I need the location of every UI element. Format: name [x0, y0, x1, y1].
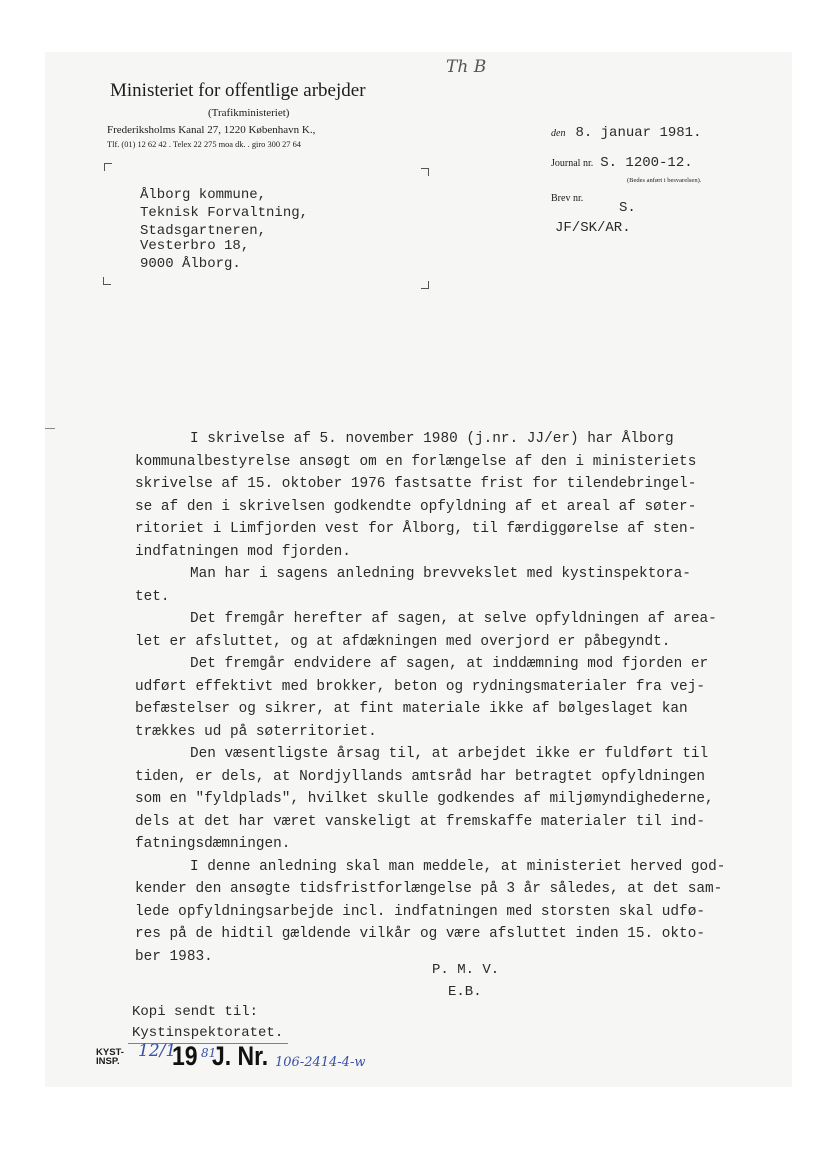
body-line: udført effektivt med brokker, beton og rydningsmaterialer fra vej-: [135, 678, 705, 695]
body-line: Man har i sagens anledning brevvekslet med kystinspektora-: [190, 566, 691, 582]
recipient-line: Vesterbro 18,: [140, 238, 250, 254]
recipient-line: 9000 Ålborg.: [140, 256, 241, 272]
ministry-name: Ministeriet for offentlige arbejder: [110, 80, 366, 101]
body-line: som en "fyldplads", hvilket skulle godkendes af miljømyndighederne,: [135, 791, 714, 807]
handwritten-initials: Th B: [446, 57, 487, 77]
body-line: Den væsentligste årsag til, at arbejdet ikke er fuldført til: [190, 746, 709, 762]
journal-value: S. 1200-12.: [600, 155, 693, 171]
date-value: 8. januar 1981.: [575, 125, 702, 141]
body-line: tet.: [135, 588, 170, 605]
body-line: se af den i skrivelsen godkendte opfyldning af et areal af søter-: [135, 498, 697, 515]
recipient-line: Ålborg kommune,: [140, 187, 267, 203]
recipient-line: Teknisk Forvaltning,: [140, 205, 309, 221]
copy-recipient: Kystinspektoratet.: [132, 1025, 284, 1041]
stamp-year-prefix: 19: [172, 1041, 198, 1071]
journal-note: (Bedes anført i besvarelsen).: [627, 177, 702, 184]
journal-label: Journal nr.: [551, 158, 594, 169]
body-line: kender den ansøgte tidsfristforlængelse på 3 år således, at det sam-: [135, 881, 723, 897]
stamp-jnr-label: J. Nr.: [212, 1041, 269, 1071]
body-line: trækkes ud på søterritoriet.: [135, 723, 377, 740]
journal-row: [551, 153, 693, 171]
letter-body: [135, 428, 755, 968]
stamp-label-bottom: INSP.: [96, 1056, 120, 1067]
stamp-kyst-insp: [96, 1048, 124, 1066]
stamp-hand-year: 81: [201, 1046, 217, 1060]
window-corner-br: [421, 281, 429, 289]
body-line: tiden, er dels, at Nordjyllands amtsråd har betragtet opfyldningen: [135, 768, 705, 785]
body-line: res på de hidtil gældende vilkår og være afsluttet inden 15. okto-: [135, 926, 705, 942]
body-line: fatningsdæmningen.: [135, 836, 291, 852]
signature-pmv: P. M. V.: [432, 962, 500, 978]
body-line: I skrivelse af 5. november 1980 (j.nr. JJ/er) har Ålborg: [190, 431, 674, 447]
recipient-address: [140, 186, 308, 273]
signature-initials: E.B.: [448, 984, 482, 1000]
copy-label: Kopi sendt til:: [132, 1004, 259, 1020]
body-line: Det fremgår herefter af sagen, at selve opfyldningen af area-: [190, 611, 717, 627]
date-row: [551, 123, 701, 141]
ministry-contact: Tlf. (01) 12 62 42 . Telex 22 275 moa dk. . giro 300 27 64: [107, 140, 301, 149]
ministry-subtitle: (Trafikministeriet): [208, 107, 290, 119]
window-corner-tr: [421, 168, 429, 176]
body-line: ber 1983.: [135, 948, 213, 965]
body-line: let er afsluttet, og at afdækningen med overjord er påbegyndt.: [135, 633, 671, 650]
brev-label: Brev nr.: [551, 193, 584, 204]
recipient-line: Stadsgartneren,: [140, 223, 267, 239]
body-line: kommunalbestyrelse ansøgt om en forlængelse af den i ministeriets: [135, 453, 697, 470]
window-corner-tl: [104, 163, 112, 171]
stamp-hand-jnr: 106-2414-4-w: [275, 1055, 366, 1070]
body-line: indfatningen mod fjorden.: [135, 543, 351, 560]
margin-mark: [45, 428, 55, 429]
body-line: befæstelser og sikrer, at fint materiale ikke af bølgeslaget kan: [135, 701, 688, 717]
stamp-hand-date: 12/1: [138, 1041, 177, 1061]
stamp-label-top: KYST-: [96, 1047, 124, 1058]
body-line: I denne anledning skal man meddele, at ministeriet herved god-: [190, 858, 726, 875]
ministry-address: Frederiksholms Kanal 27, 1220 København K.,: [107, 124, 316, 136]
brev-value: S.: [619, 200, 636, 216]
body-line: skrivelse af 15. oktober 1976 fastsatte frist for tilendebringel-: [135, 476, 697, 492]
body-line: ritoriet i Limfjorden vest for Ålborg, til færdiggørelse af sten-: [135, 521, 697, 537]
body-line: Det fremgår endvidere af sagen, at inddæmning mod fjorden er: [190, 656, 709, 672]
reference: JF/SK/AR.: [555, 220, 631, 236]
window-corner-bl: [103, 277, 111, 285]
body-line: lede opfyldningsarbejde incl. indfatningen med storsten skal udfø-: [135, 903, 705, 920]
body-line: dels at det har været vanskeligt at fremskaffe materialer til ind-: [135, 813, 705, 830]
date-label: den: [551, 128, 566, 139]
